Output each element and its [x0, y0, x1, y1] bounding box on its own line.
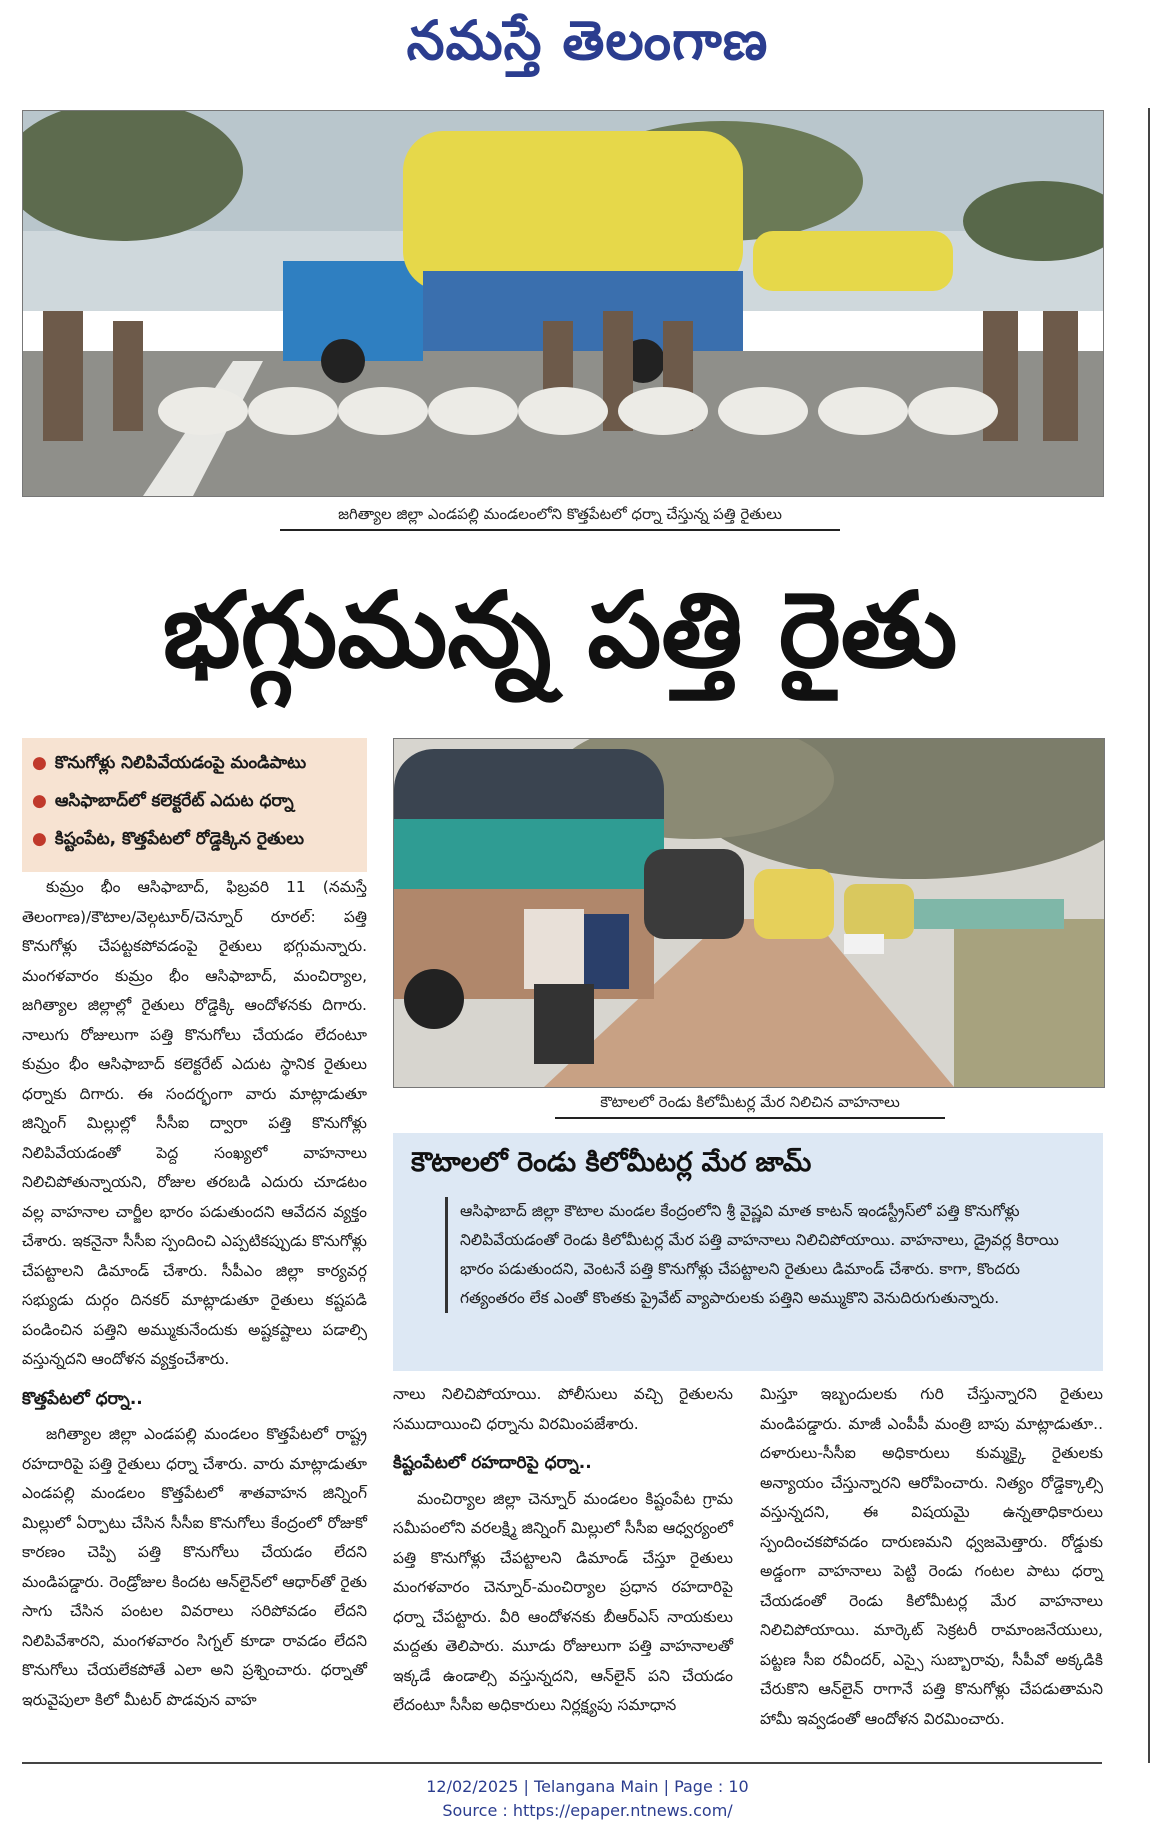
photo1-caption: జగిత్యాల జిల్లా ఎండపల్లి మండలంలోని కొత్తపేటలో ధర్నా చేస్తున్న పత్తి రైతులు	[280, 505, 840, 531]
article-continued: నాలు నిలిచిపోయాయి. పోలీసులు వచ్చి రైతులను సముదాయించి ధర్నాను విరమింపజేశారు.	[393, 1385, 733, 1433]
article-column-3	[760, 1380, 1103, 1734]
vehicles-photo	[393, 738, 1105, 1088]
photo2-caption: కౌటాలలో రెండు కిలోమీటర్ల మేర నిలిచిన వాహనాలు	[555, 1093, 945, 1119]
article-body-kishtampet: మంచిర్యాల జిల్లా చెన్నూర్ మండలం కిష్టంపేట గ్రామ సమీపంలోని వరలక్ష్మి జిన్నింగ్ మిల్లులో సీసీఐ ఆధ్వర్యంలో పత్తి కొనుగోళ్లు చేపట్టాలని డిమాండ్ చేస్తూ రైతులు మంగళవారం చెన్నూర్-మంచిర్యాల ప్రధాన రహదారిపై ధర్నా చేపట్టారు. వీరి ఆందోళనకు బీఆర్‌ఎస్ నాయకులు మద్దతు తెలిపారు. మూడు రోజులుగా పత్తి వాహనాలతో ఇక్కడే ఉండాల్సి వస్తున్నదని, ఆన్‌లైన్ పని చేయడం లేదంటూ సీసీఐ అధికారులు నిర్లక్ష్యపు సమాధాన	[393, 1489, 733, 1714]
bullet-icon: ●	[32, 791, 47, 811]
protest-photo	[22, 110, 1104, 497]
bullet-icon: ●	[32, 829, 47, 849]
article-intro: కుమ్రం భీం ఆసిఫాబాద్, ఫిబ్రవరి 11 (నమస్తే తెలంగాణ)/కౌటాల/వెల్గటూర్/చెన్నూర్ రూరల్: పత్తి కొనుగోళ్లు చేపట్టకపోవడంపై రైతులు భగ్గుమన్నారు. మంగళవారం కుమ్రం భీం ఆసిఫాబాద్, మంచిర్యాల, జగిత్యాల జిల్లాల్లో రైతులు రోడ్డెక్కి ఆందోళనకు దిగారు. నాలుగు రోజులుగా పత్తి కొనుగోలు చేయడం లేదంటూ కుమ్రం భీం ఆసిఫాబాద్ కలెక్టరేట్ ఎదుట స్థానిక రైతులు ధర్నాకు దిగారు. ఈ సందర్భంగా వారు మాట్లాడుతూ జిన్నింగ్ మిల్లుల్లో సీసీఐ ద్వారా పత్తి కొనుగోళ్లు నిలిపివేయడంతో పెద్ద సంఖ్యలో వాహనాలు నిలిచిపోతున్నాయని, రోజుల తరబడి ఎదురు చూడటం వల్ల వాహనాల చార్జీల భారం పడుతుందని ఆవేదన వ్యక్తం చేశారు. ఇకనైనా సీసీఐ స్పందించి ఎప్పటికప్పుడు కొనుగోళ్లు చేపట్టాలని డిమాండ్ చేశారు. సీపీఎం జిల్లా కార్యవర్గ సభ్యుడు దుర్గం దినకర్ మాట్లాడుతూ రైతులు కష్టపడి పండించిన పత్తిని అమ్ముకునేందుకు అష్టకష్టాలు పడాల్సి వస్తున్నదని ఆందోళన వ్యక్తంచేశారు.	[22, 878, 367, 1368]
highlight-item: ● కొనుగోళ్లు నిలిపివేయడంపై మండిపాటు	[32, 753, 307, 773]
headline: భగ్గుమన్న పత్తి రైతు	[162, 569, 958, 691]
footer-edition: 12/02/2025 | Telangana Main | Page : 10	[426, 1777, 749, 1796]
page-edge-rule	[1148, 108, 1150, 1763]
footer	[0, 1775, 1175, 1823]
vehicles-photo-art	[394, 739, 1104, 1087]
footer-rule	[22, 1762, 1102, 1764]
protest-photo-art	[23, 111, 1103, 496]
subheading-kishtampet: కిష్టంపేటలో రహదారిపై ధర్నా..	[393, 1453, 592, 1473]
highlight-item: ● ఆసిఫాబాద్‌లో కలెక్టరేట్ ఎదుట ధర్నా	[32, 791, 294, 811]
article-body-continued: మిస్తూ ఇబ్బందులకు గురి చేస్తున్నారని రైతులు మండిపడ్డారు. మాజీ ఎంపీపీ మంత్రి బాపు మాట్లాడుతూ.. దళారులు-సీసీఐ అధికారులు కుమ్మక్కై రైతులకు అన్యాయం చేస్తున్నారని ఆరోపించారు. నిత్యం రోడ్డెక్కాల్సి వస్తున్నదని, ఈ విషయమై ఉన్నతాధికారులు స్పందించకపోవడం దారుణమని ధ్వజమెత్తారు. రోడ్డుకు అడ్డంగా వాహనాలు పెట్టి రెండు గంటల పాటు ధర్నా చేయడంతో రెండు కిలోమీటర్ల మేర వాహనాలు నిలిచిపోయాయి. మార్కెట్ సెక్రటరీ రామాంజనేయులు, పట్టణ సీఐ రవీందర్, ఎస్సై సుబ్బారావు, సీపీవో అక్కడికి చేరుకొని ఆన్‌లైన్ రాగానే పత్తి కొనుగోళ్లు చేపడుతామని హామీ ఇవ్వడంతో ఆందోళన విరమించారు.	[760, 1385, 1103, 1728]
article-column-1	[22, 873, 367, 1715]
masthead: నమస్తే తెలంగాణ	[406, 8, 769, 72]
bullet-icon: ●	[32, 753, 47, 773]
subheading-kothapet: కొత్తపేటలో ధర్నా..	[22, 1388, 143, 1409]
callout-body: ఆసిఫాబాద్ జిల్లా కౌటాల మండల కేంద్రంలోని శ్రీ వైష్ణవి మాత కాటన్ ఇండస్ట్రీస్‌లో పత్తి కొనుగోళ్లు నిలిపివేయడంతో రెండు కిలోమీటర్ల మేర పత్తి వాహనాలు నిలిచిపోయాయి. వాహనాలు, డ్రైవర్ల కిరాయి భారం పడుతుందని, వెంటనే పత్తి కొనుగోళ్లు చేపట్టాలని రైతులు డిమాండ్ చేశారు. కాగా, కొందరు గత్యంతరం లేక ఎంతో కొంతకు ప్రైవేట్ వ్యాపారులకు పత్తిని అమ్ముకొని వెనుదిరుగుతున్నారు.	[445, 1197, 1085, 1313]
kautala-callout	[393, 1133, 1103, 1371]
article-body-kothapet: జగిత్యాల జిల్లా ఎండపల్లి మండలం కొత్తపేటలో రాష్ట్ర రహదారిపై పత్తి రైతులు ధర్నా చేశారు. వారు మాట్లాడుతూ ఎండపల్లి మండలం కొత్తపేటలో శాతవాహన జిన్నింగ్ మిల్లులో ఏర్పాటు చేసిన సీసీఐ కొనుగోలు కేంద్రంలో రోజుకో కారణం చెప్పి పత్తి కొనుగోలు చేయడం లేదని మండిపడ్డారు. రెండ్రోజుల కిందట ఆన్‌లైన్‌లో ఆధార్‌తో రైతు సాగు చేసిన పంటల వివరాలు సరిపోవడం లేదని నిలిపివేశారని, మంగళవారం సిగ్నల్ కూడా రావడం లేదని కొనుగోలు చేయలేకపోతే ఎలా అని ప్రశ్నించారు. ధర్నాతో ఇరువైపులా కిలో మీటర్ పొడవున వాహ	[22, 1425, 367, 1709]
highlights-box	[22, 738, 367, 872]
article-column-2	[393, 1380, 733, 1721]
footer-source: Source : https://epaper.ntnews.com/	[442, 1801, 733, 1820]
highlight-item: ● కిష్టంపేట, కొత్తపేటలో రోడ్డెక్కిన రైతులు	[32, 829, 305, 849]
callout-title: కౌటాలలో రెండు కిలోమీటర్ల మేర జామ్	[411, 1147, 812, 1178]
